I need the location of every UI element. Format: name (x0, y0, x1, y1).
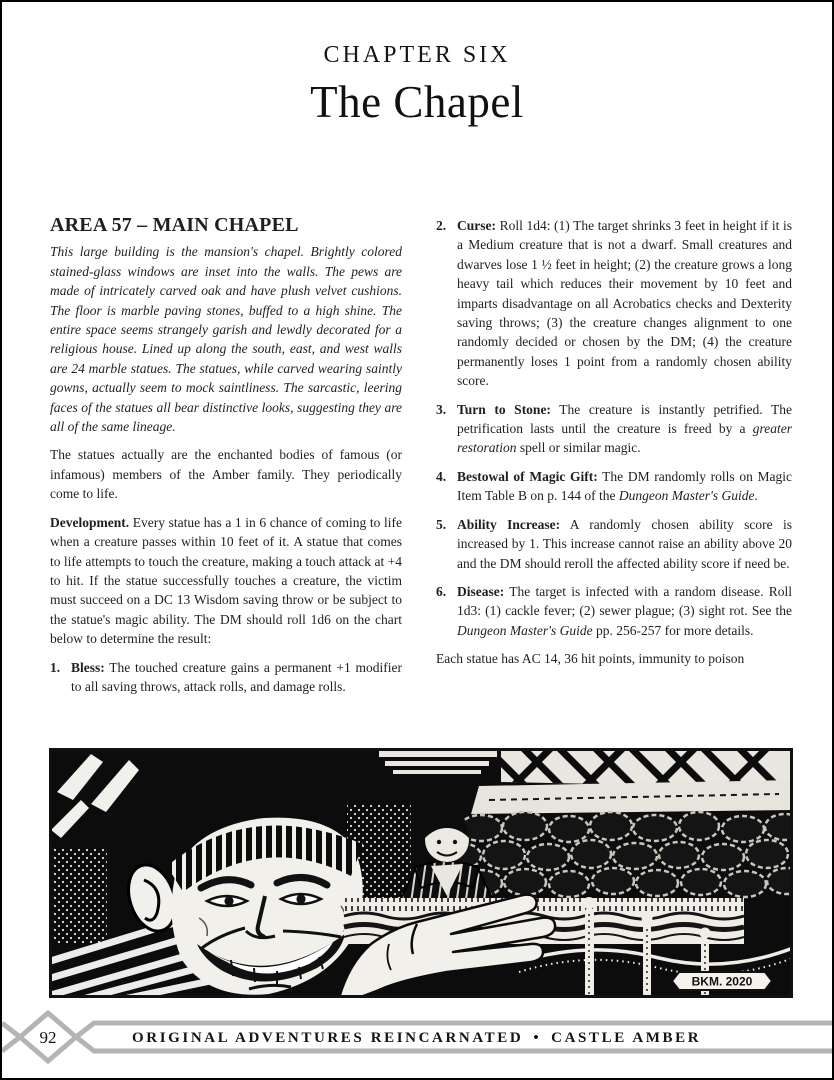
item-label: Disease: (457, 583, 505, 599)
window-slats (379, 751, 497, 774)
item-label: Turn to Stone: (457, 401, 551, 417)
chapter-header (2, 42, 832, 128)
item-number: 5. (436, 516, 447, 532)
item-text: A randomly chosen ability score is increased by 1. This increase cannot raise an ability above 20 and the DM should reroll the affected ability score if need be. (457, 516, 792, 571)
signature-banner (672, 972, 772, 990)
item-body (457, 216, 792, 391)
item-text: Roll 1d4: (1) The target shrinks 3 feet in height if it is a Medium creature that is not a dwarf. Small creatures and dwarves lose 1 ½ feet in height; (2) the creature grows a long heavy tail which reduces their movement by 10 feet and imparts disadvantage on all Acrobatics checks and Dexterity saving throws; (3) the creature changes alignment to one randomly decided or chosen by the DM; (4) the creature permanently loses 1 point from a randomly chosen ability score. (457, 218, 792, 389)
woodcut-scene (49, 748, 793, 998)
development-lead: Development. (50, 514, 130, 530)
item-label: Bless: (71, 659, 105, 675)
result-item-1 (50, 658, 402, 697)
closing-paragraph: Each statue has AC 14, 36 hit points, immunity to poison (436, 651, 745, 667)
result-item-2 (436, 216, 792, 391)
item-number: 1. (50, 659, 61, 675)
text-columns (50, 216, 792, 752)
item-label: Bestowal of Magic Gift: (457, 468, 598, 484)
left-wall-texture (49, 848, 107, 943)
running-title (132, 1027, 701, 1049)
development-text: Every statue has a 1 in 6 chance of coming to life when a creature passes within 10 feet of it. A statue that comes to life attempts to touch the creature, making a touch attack at +4 to hit. If the statue successfully touches a creature, the victim must succeed on a DC 13 Wisdom saving throw or be subject to the statue's magic ability. The DM should roll 1d6 on the chart below to determine the result: (50, 514, 402, 647)
area-heading: AREA 57 – MAIN CHAPEL (50, 216, 299, 236)
item-text: The creature is instantly petrified. The petrification lasts until the creature is freed by a greater restoration spell or similar magic. (457, 401, 792, 456)
item-text: The DM randomly rolls on Magic Item Table B on p. 144 of the Dungeon Master's Guide. (457, 468, 792, 504)
item-number: 2. (436, 218, 447, 233)
result-item-4 (436, 467, 792, 506)
item-body (457, 515, 792, 573)
read-aloud-text: This large building is the mansion's chapel. Brightly colored stained-glass windows are inset into the walls. The pews are made of intricately carved oak and have plush velvet cushions. The floor is marble paving stones, buffed to a high shine. The entire space seems strangely garish and lewdly decorated for a religious house. Lined up along the south, east, and west walls are 24 marble statues. The statues, while carved wearing saintly gowns, actually seem to mock saintliness. The sarcastic, leering faces of the statues all bear distinctive looks, suggesting they are all of the same lineage. (50, 244, 402, 435)
development-paragraph (50, 513, 402, 649)
left-column (50, 216, 402, 752)
item-number: 4. (436, 468, 447, 484)
chapel-woodcut-illustration (49, 748, 793, 998)
stone-wall (441, 812, 793, 897)
item-body (457, 467, 792, 506)
item-text: The touched creature gains a permanent +1 modifier to all saving throws, attack rolls, and damage rolls. (71, 659, 402, 694)
item-number: 3. (436, 401, 447, 417)
page-number: 92 (39, 1028, 57, 1047)
item-label: Ability Increase: (457, 516, 561, 532)
item-body (457, 582, 792, 640)
chapter-label: CHAPTER SIX (323, 42, 511, 68)
item-text: The target is infected with a random disease. Roll 1d3: (1) cackle fever; (2) sewer plague; (3) sight rot. See the Dungeon Master's Guide pp. 256-257 for more details. (457, 583, 792, 638)
statues-paragraph: The statues actually are the enchanted bodies of famous (or infamous) members of the Amber family. They periodically come to life. (50, 447, 402, 502)
item-body (71, 658, 402, 697)
item-body (457, 400, 792, 458)
right-column (436, 216, 792, 752)
module-title: CASTLE AMBER (551, 1030, 702, 1046)
result-item-6 (436, 582, 792, 640)
item-label: Curse: (457, 218, 496, 233)
book-title: ORIGINAL ADVENTURES REINCARNATED (132, 1030, 524, 1046)
item-number: 6. (436, 583, 447, 599)
artist-signature: BKM. 2020 (691, 974, 753, 989)
title-separator: • (533, 1030, 542, 1046)
result-item-5 (436, 515, 792, 573)
result-item-3 (436, 400, 792, 458)
page-title: The Chapel (310, 77, 524, 127)
